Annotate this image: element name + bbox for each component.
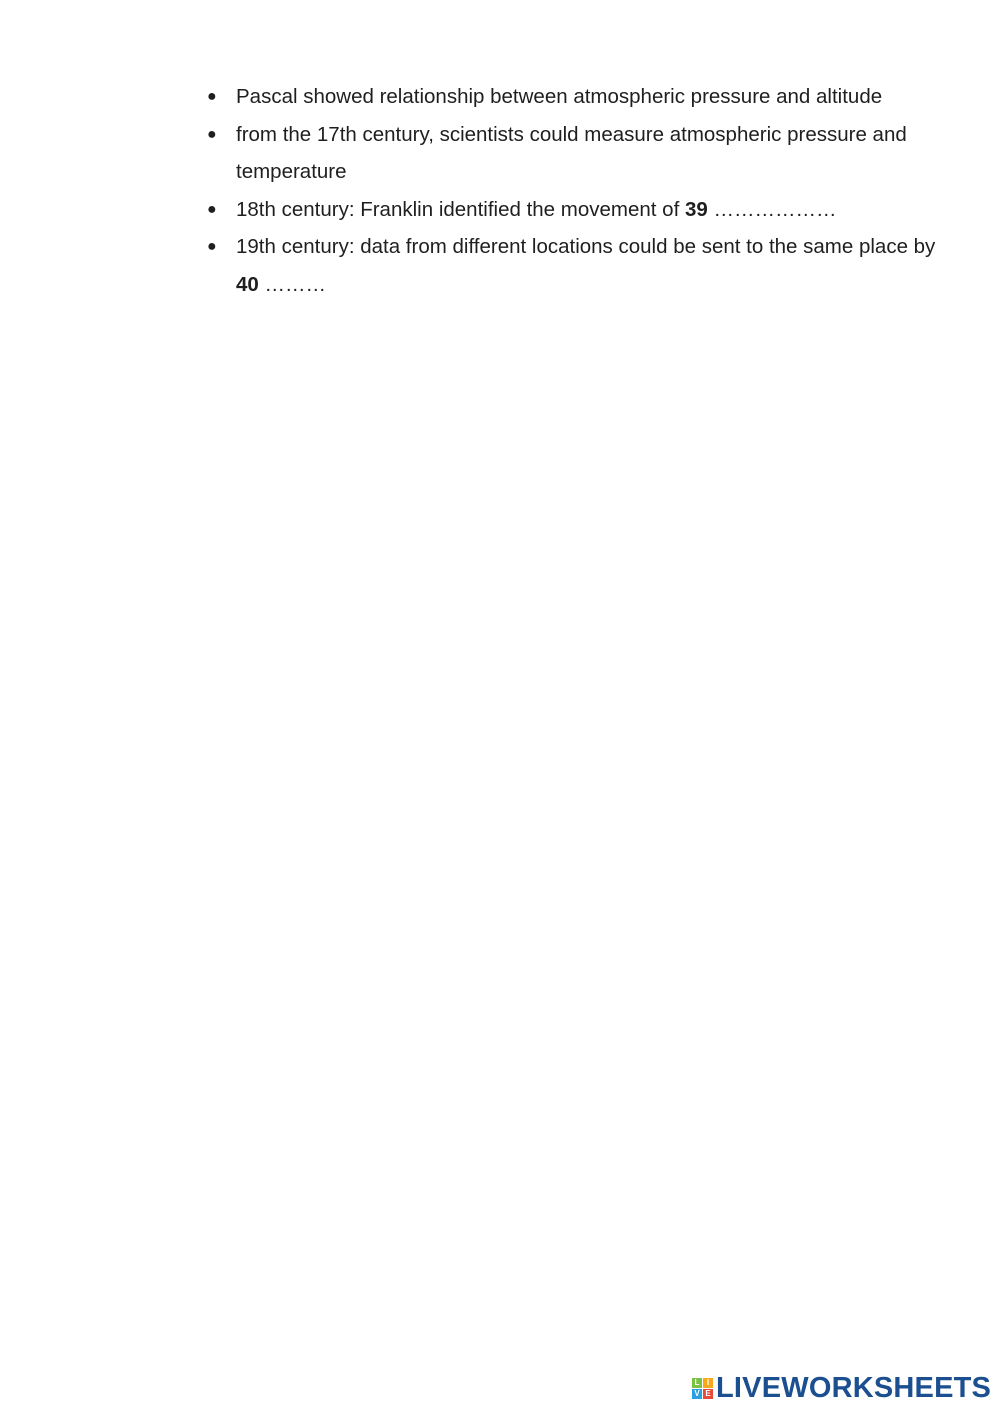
answer-blank-39[interactable]: ……………… bbox=[707, 197, 837, 221]
question-number-39: 39 bbox=[684, 197, 708, 221]
logo-mark-cell: I bbox=[703, 1378, 713, 1388]
bullet-glyph: ● bbox=[207, 88, 217, 105]
logo-mark-icon bbox=[692, 1378, 713, 1399]
list-item bbox=[0, 228, 999, 303]
bullet-text: Pascal showed relationship between atmospheric pressure and altitude bbox=[236, 85, 883, 108]
answer-blank-40[interactable]: ……… bbox=[258, 272, 327, 296]
bullet-list bbox=[0, 78, 999, 303]
bullet-text: 19th century: data from different locations could be sent to the same place by bbox=[236, 235, 936, 258]
question-number-40: 40 bbox=[236, 272, 259, 296]
bullet-text: from the 17th century, scientists could measure atmospheric pressure and temperature bbox=[236, 122, 907, 183]
logo-text: LIVEWORKSHEETS bbox=[716, 1372, 992, 1404]
bullet-glyph: ● bbox=[207, 125, 217, 143]
bullet-glyph: ● bbox=[207, 238, 217, 255]
logo-mark-cell: V bbox=[692, 1389, 702, 1399]
list-item bbox=[0, 116, 999, 191]
list-item bbox=[0, 78, 999, 116]
liveworksheets-logo bbox=[692, 1374, 991, 1402]
logo-mark-cell: L bbox=[692, 1378, 702, 1388]
list-item bbox=[0, 191, 999, 229]
bullet-glyph: ● bbox=[207, 200, 217, 218]
bullet-text: 18th century: Franklin identified the movement of bbox=[236, 197, 685, 221]
logo-mark-cell: E bbox=[703, 1389, 713, 1399]
